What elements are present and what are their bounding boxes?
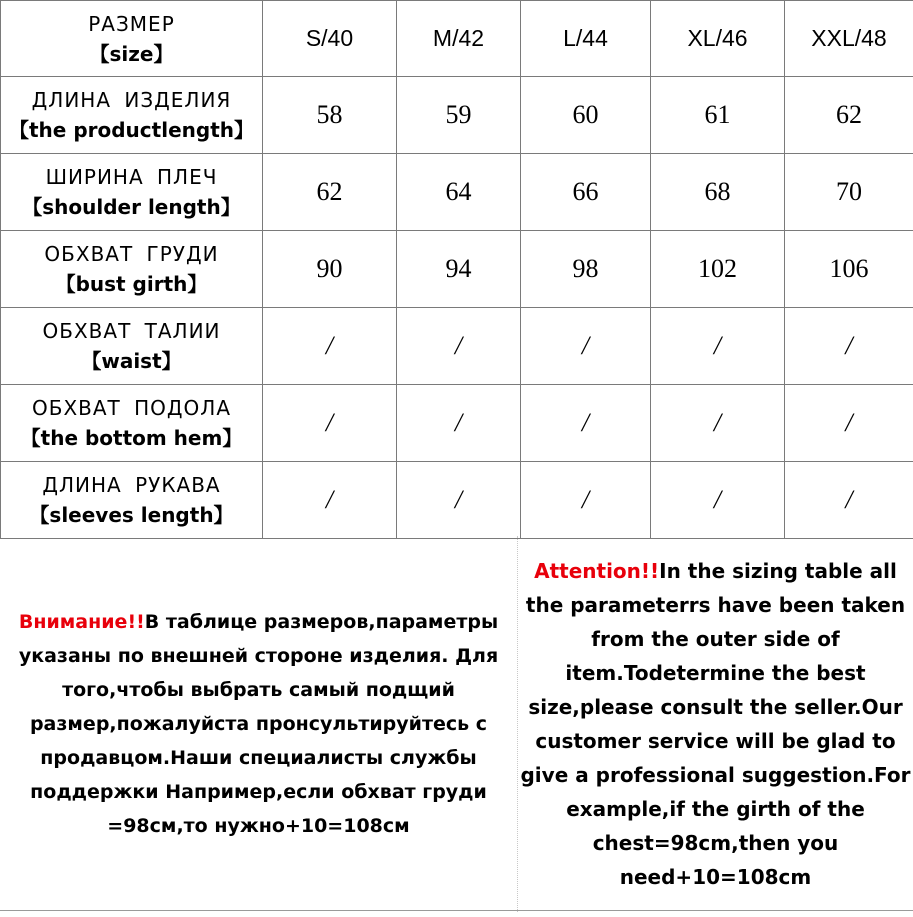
table-cell: 70 [785,154,913,231]
row-label-cell [1,154,263,231]
table-row-bottom-hem [1,385,913,462]
table-cell: 66 [521,154,651,231]
table-cell: 68 [651,154,785,231]
row-label-ru: ОБХВАТ ТАЛИИ [42,319,221,343]
note-en-attention: Attention!! [534,559,660,583]
size-label-en: 【size】 [89,41,174,66]
table-cell: 106 [785,231,913,308]
row-label-en: 【the productlength】 [9,118,254,142]
row-label-cell [1,231,263,308]
table-cell: 90 [263,231,397,308]
row-label-ru: ШИРИНА ПЛЕЧ [45,165,218,189]
row-label-cell [1,308,263,385]
row-label-en: 【the bottom hem】 [20,426,243,450]
table-cell: 60 [521,77,651,154]
table-cell: / [651,308,785,385]
note-english [517,536,913,912]
table-cell: / [521,308,651,385]
table-cell: 59 [397,77,521,154]
table-cell: / [397,462,521,539]
table-cell: / [785,308,913,385]
row-label-cell [1,462,263,539]
size-label-cell [1,1,263,77]
table-cell: 94 [397,231,521,308]
table-cell: 64 [397,154,521,231]
table-cell: 98 [521,231,651,308]
row-label-en: 【waist】 [81,349,182,373]
table-row-shoulder-length [1,154,913,231]
table-row-bust-girth [1,231,913,308]
row-label-en: 【sleeves length】 [29,503,234,527]
size-header-s: S/40 [263,1,397,77]
note-ru-text: В таблице размеров,параметры указаны по внешней стороне изделия. Для того,чтобы выбрать самый подщий размер,пожалуйста пронсультируйтесь с продавцом.Наши специалисты службы поддержки Например,если обхват груди =98см,то нужно+10=108см [18,611,499,837]
size-header-xl: XL/46 [651,1,785,77]
table-cell: / [785,462,913,539]
table-cell: 62 [785,77,913,154]
size-header-l: L/44 [521,1,651,77]
table-row-product-length [1,77,913,154]
table-cell: / [651,462,785,539]
table-cell: / [651,385,785,462]
row-label-ru: ДЛИНА ИЗДЕЛИЯ [31,88,232,112]
size-label-ru: РАЗМЕР [88,11,175,36]
row-label-en: 【shoulder length】 [22,195,241,219]
table-cell: / [521,462,651,539]
table-cell: / [263,385,397,462]
table-cell: / [785,385,913,462]
row-label-cell [1,385,263,462]
table-cell: / [521,385,651,462]
row-label-ru: ДЛИНА РУКАВА [42,473,221,497]
notes-section [0,536,913,917]
size-header-m: M/42 [397,1,521,77]
row-label-cell [1,77,263,154]
note-russian [0,536,517,912]
note-ru-attention: Внимание!! [18,611,145,633]
table-header-row [1,1,913,77]
bottom-divider [0,910,913,911]
table-row-sleeves-length [1,462,913,539]
size-header-xxl: XXL/48 [785,1,913,77]
table-cell: / [397,385,521,462]
row-label-ru: ОБХВАТ ГРУДИ [44,242,219,266]
table-cell: / [397,308,521,385]
table-cell: 61 [651,77,785,154]
note-en-text: In the sizing table all the parameterrs have been taken from the outer side of item.Todetermine the best size,please consult the seller.Our customer service will be glad to give a professional suggestion.For example,if the girth of the chest=98cm,then you need+10=108cm [520,559,911,889]
row-label-en: 【bust girth】 [55,272,208,296]
table-row-waist [1,308,913,385]
table-cell: 102 [651,231,785,308]
row-label-ru: ОБХВАТ ПОДОЛА [31,396,231,420]
table-cell: 58 [263,77,397,154]
table-cell: / [263,462,397,539]
table-cell: / [263,308,397,385]
table-cell: 62 [263,154,397,231]
